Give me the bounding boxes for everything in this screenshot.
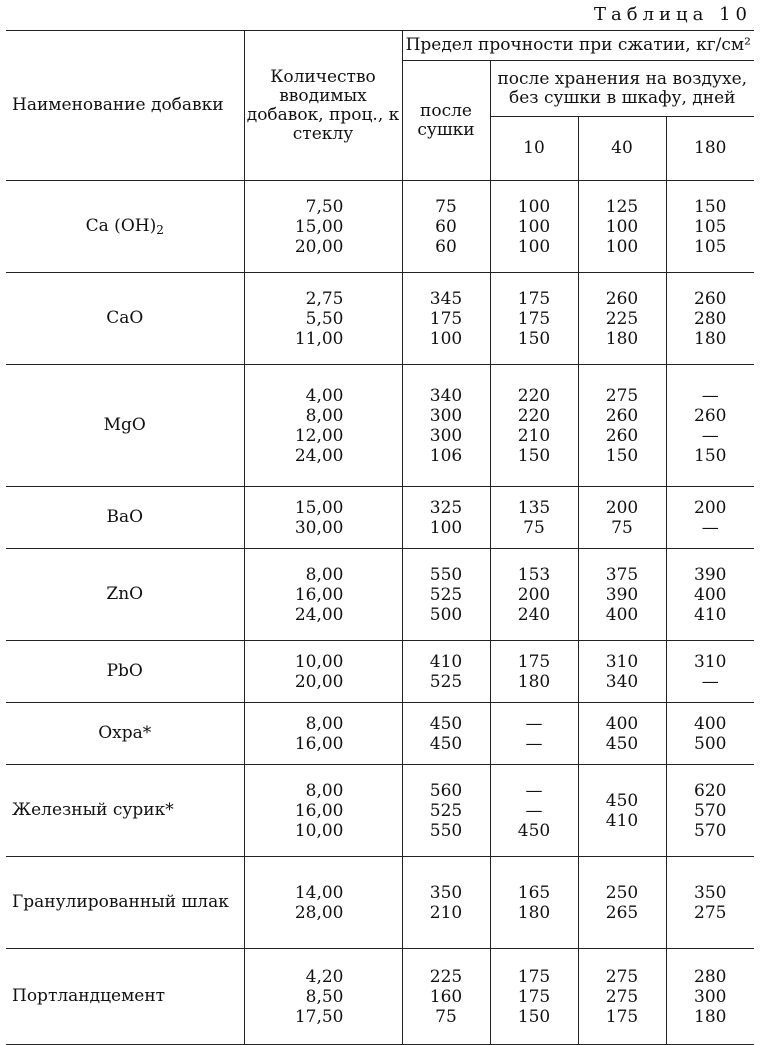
table-label: Таблица 10	[594, 4, 752, 25]
day-10-cell: 175 175 150	[490, 949, 578, 1045]
after-drying-cell: 345 175 100	[402, 273, 490, 365]
header-day-180: 180	[666, 117, 754, 181]
additive-name	[6, 549, 244, 641]
header-after-storage: после хранения на воздухе, без сушки в шкафу, дней	[490, 61, 754, 117]
table-row	[6, 949, 754, 1045]
day-40-cell: 250 265	[578, 857, 666, 949]
day-180-cell: 150 105 105	[666, 181, 754, 273]
additive-name-text: Железный сурик*	[12, 800, 174, 820]
amount-cell: 10,00 20,00	[244, 641, 402, 703]
table-row	[6, 857, 754, 949]
after-drying-cell: 410 525	[402, 641, 490, 703]
amount-cell: 4,20 8,50 17,50	[244, 949, 402, 1045]
after-drying-cell: 560 525 550	[402, 765, 490, 857]
day-40-cell: 275 275 175	[578, 949, 666, 1045]
header-name: Наименование добавки	[6, 31, 244, 181]
additive-name-text: MgO	[103, 415, 146, 435]
after-drying-cell: 450 450	[402, 703, 490, 765]
after-drying-cell: 550 525 500	[402, 549, 490, 641]
after-drying-cell: 225 160 75	[402, 949, 490, 1045]
day-10-cell: — — 450	[490, 765, 578, 857]
table-row	[6, 703, 754, 765]
day-180-cell: 200 —	[666, 487, 754, 549]
additive-name	[6, 703, 244, 765]
day-40-cell: 450 410	[578, 765, 666, 857]
amount-cell: 2,75 5,50 11,00	[244, 273, 402, 365]
amount-cell: 4,00 8,00 12,00 24,00	[244, 365, 402, 487]
table-row	[6, 365, 754, 487]
amount-cell: 8,00 16,00 24,00	[244, 549, 402, 641]
additive-name	[6, 273, 244, 365]
table-row	[6, 273, 754, 365]
additive-name-text: BaO	[106, 507, 144, 527]
additive-name-text: Портландцемент	[12, 986, 166, 1006]
day-10-cell: 135 75	[490, 487, 578, 549]
day-180-cell: 390 400 410	[666, 549, 754, 641]
day-40-cell: 375 390 400	[578, 549, 666, 641]
additive-name	[6, 181, 244, 273]
day-10-cell: 175 175 150	[490, 273, 578, 365]
header-day-10: 10	[490, 117, 578, 181]
header-day-40: 40	[578, 117, 666, 181]
amount-cell: 8,00 16,00	[244, 703, 402, 765]
after-drying-cell: 325 100	[402, 487, 490, 549]
after-drying-cell: 350 210	[402, 857, 490, 949]
day-180-cell: 350 275	[666, 857, 754, 949]
additive-name-text: CaO	[106, 308, 144, 328]
table-row	[6, 487, 754, 549]
day-180-cell: 310 —	[666, 641, 754, 703]
day-180-cell: 280 300 180	[666, 949, 754, 1045]
table-row	[6, 765, 754, 857]
amount-cell: 14,00 28,00	[244, 857, 402, 949]
additive-name	[6, 949, 244, 1045]
additive-subscript: 2	[156, 223, 164, 237]
day-10-cell: 153 200 240	[490, 549, 578, 641]
day-180-cell: — 260 — 150	[666, 365, 754, 487]
after-drying-cell: 340 300 300 106	[402, 365, 490, 487]
amount-cell: 7,50 15,00 20,00	[244, 181, 402, 273]
day-10-cell: 175 180	[490, 641, 578, 703]
after-drying-cell: 75 60 60	[402, 181, 490, 273]
table-row	[6, 181, 754, 273]
table-row	[6, 549, 754, 641]
day-180-cell: 400 500	[666, 703, 754, 765]
additive-name-text: ZnO	[106, 584, 144, 604]
additive-name	[6, 487, 244, 549]
day-40-cell: 200 75	[578, 487, 666, 549]
day-10-cell: 220 220 210 150	[490, 365, 578, 487]
additive-name-text: Охра*	[98, 723, 152, 743]
additive-name	[6, 857, 244, 949]
amount-cell: 15,00 30,00	[244, 487, 402, 549]
day-40-cell: 125 100 100	[578, 181, 666, 273]
header-after-drying: после сушки	[402, 61, 490, 181]
additive-name-text: PbO	[106, 661, 143, 681]
day-10-cell: 165 180	[490, 857, 578, 949]
day-40-cell: 260 225 180	[578, 273, 666, 365]
additive-name	[6, 641, 244, 703]
day-40-cell: 275 260 260 150	[578, 365, 666, 487]
additive-name-text: Гранулированный шлак	[12, 892, 229, 912]
data-table	[6, 30, 754, 1045]
day-180-cell: 260 280 180	[666, 273, 754, 365]
additive-name	[6, 765, 244, 857]
day-180-cell: 620 570 570	[666, 765, 754, 857]
header-strength: Предел прочности при сжатии, кг/см²	[402, 31, 754, 61]
additive-name	[6, 365, 244, 487]
day-40-cell: 400 450	[578, 703, 666, 765]
table-row	[6, 641, 754, 703]
header-amount: Количество вводимых добавок, проц., к стеклу	[244, 31, 402, 181]
table-body	[6, 181, 754, 1045]
day-10-cell: — —	[490, 703, 578, 765]
day-40-cell: 310 340	[578, 641, 666, 703]
amount-cell: 8,00 16,00 10,00	[244, 765, 402, 857]
day-10-cell: 100 100 100	[490, 181, 578, 273]
additive-name-text: Ca (OH)	[85, 216, 157, 236]
